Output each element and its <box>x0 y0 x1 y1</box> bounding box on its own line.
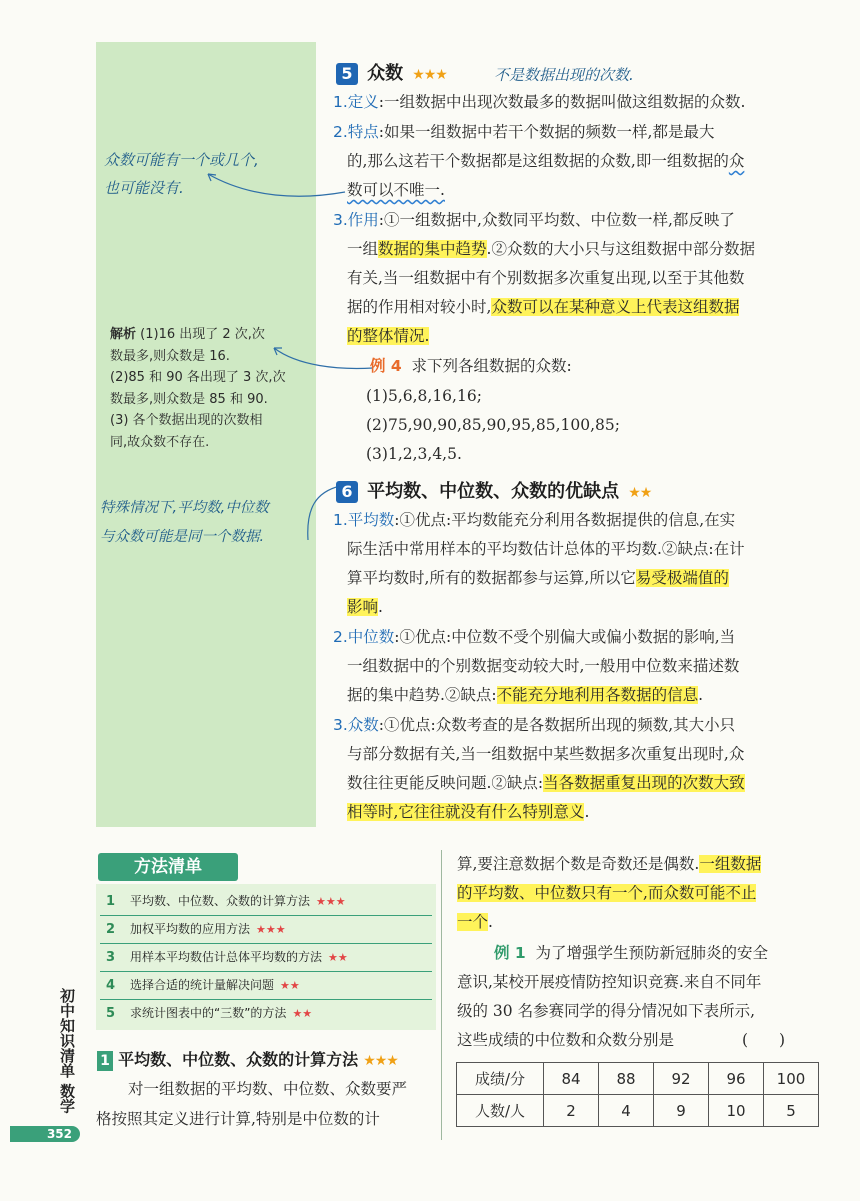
section-title: 众数 <box>367 63 404 84</box>
method-item[interactable]: 4 选择合适的统计量解决问题 ★★ <box>100 972 432 1000</box>
table-header-cell: 人数/人 <box>457 1095 544 1127</box>
section-title: 平均数、中位数、众数的优缺点 <box>367 481 620 502</box>
example-1-line-1: 例 1 为了增强学生预防新冠肺炎的安全 <box>494 944 769 962</box>
page-number: 352 <box>10 1126 80 1142</box>
table-cell: 84 <box>544 1063 599 1095</box>
handwritten-note: 不是数据出现的次数. <box>494 66 634 84</box>
method-1-header: 1 平均数、中位数、众数的计算方法 ★★★ <box>97 1047 398 1071</box>
usage-line-5: 的整体情况. <box>347 327 430 345</box>
mean-line-1: 1.平均数:①优点:平均数能充分利用各数据提供的信息,在实 <box>333 511 736 529</box>
methods-title: 方法清单 <box>98 853 238 881</box>
table-header-cell: 成绩/分 <box>457 1063 544 1095</box>
mode-line-1: 3.众数:①优点:众数考查的是各数据所出现的频数,其大小只 <box>333 716 736 734</box>
usage-line-2: 一组数据的集中趋势.②众数的大小只与这组数据中部分数据 <box>347 240 755 258</box>
margin-note-1: 众数可能有一个或几个, 也可能没有. <box>104 151 259 197</box>
method-item[interactable]: 3 用样本平均数估计总体平均数的方法 ★★ <box>100 944 432 972</box>
usage-line-3: 有关,当一组数据中有个别数据多次重复出现,以至于其他数 <box>347 269 745 287</box>
mean-line-2: 际生活中常用样本的平均数估计总体的平均数.②缺点:在计 <box>347 540 745 558</box>
example-4-item: (2)75,90,90,85,90,95,85,100,85; <box>366 416 620 434</box>
table-row <box>457 1095 819 1127</box>
example-4-item: (1)5,6,8,16,16; <box>366 387 482 405</box>
table-cell: 92 <box>654 1063 709 1095</box>
right-line-1: 算,要注意数据个数是奇数还是偶数.一组数据 <box>457 855 762 873</box>
definition-line: 1.定义:一组数据中出现次数最多的数据叫做这组数据的众数. <box>333 93 746 111</box>
example-1-line-2: 意识,某校开展疫情防控知识竞赛.来自不同年 <box>457 973 762 991</box>
mode-line-4: 相等时,它往往就没有什么特别意义. <box>347 803 590 821</box>
star-rating: ★★★ <box>412 67 447 83</box>
usage-line-1: 3.作用:①一组数据中,众数同平均数、中位数一样,都反映了 <box>333 211 735 229</box>
usage-line-4: 据的作用相对较小时,众数可以在某种意义上代表这组数据 <box>347 298 740 316</box>
table-cell: 9 <box>654 1095 709 1127</box>
feature-line-2: 的,那么这若干个数据都是这组数据的众数,即一组数据的众 <box>347 152 745 170</box>
table-cell: 10 <box>709 1095 764 1127</box>
feature-line-1: 2.特点:如果一组数据中若干个数据的频数一样,都是最大 <box>333 123 715 141</box>
right-line-3: 一个. <box>457 913 493 931</box>
answer-parentheses: ( ) <box>742 1031 786 1049</box>
table-row <box>457 1063 819 1095</box>
median-line-2: 一组数据中的个别数据变动较大时,一般用中位数来描述数 <box>347 657 740 675</box>
section-5-header <box>336 59 447 85</box>
table-cell: 5 <box>764 1095 819 1127</box>
section-6-header <box>336 477 651 503</box>
method-item[interactable]: 2 加权平均数的应用方法 ★★★ <box>100 916 432 944</box>
section-number: 5 <box>336 63 358 85</box>
example-4-item: (3)1,2,3,4,5. <box>366 445 462 463</box>
median-line-1: 2.中位数:①优点:中位数不受个别偏大或偏小数据的影响,当 <box>333 628 736 646</box>
score-table <box>456 1062 819 1127</box>
example-4: 例 4 求下列各组数据的众数: <box>370 357 572 375</box>
table-cell: 96 <box>709 1063 764 1095</box>
median-line-3: 据的集中趋势.②缺点:不能充分地利用各数据的信息. <box>347 686 704 704</box>
right-line-2: 的平均数、中位数只有一个,而众数可能不止 <box>457 884 757 902</box>
mean-line-3: 算平均数时,所有的数据都参与运算,所以它易受极端值的 <box>347 569 729 587</box>
example-1-line-3: 级的 30 名参赛同学的得分情况如下表所示, <box>457 1002 756 1020</box>
column-divider <box>441 850 442 1140</box>
table-cell: 100 <box>764 1063 819 1095</box>
method-item[interactable]: 1 平均数、中位数、众数的计算方法 ★★★ <box>100 888 432 916</box>
mode-line-2: 与部分数据有关,当一组数据中某些数据多次重复出现时,众 <box>347 745 745 763</box>
star-rating: ★★ <box>628 485 652 501</box>
side-tab-label: 初中知识清单 数学 <box>58 988 76 1114</box>
analysis-block: 解析 (1)16 出现了 2 次,次 数最多,则众数是 16. (2)85 和 90 各出现了 3 次,次 数最多,则众数是 85 和 90. (3) 各个数据出现的次数相 同,故众数不存在. <box>110 327 286 450</box>
section-number: 6 <box>336 481 358 503</box>
method-item[interactable]: 5 求统计图表中的“三数”的方法 ★★ <box>106 1006 313 1021</box>
table-cell: 2 <box>544 1095 599 1127</box>
mean-line-4: 影响. <box>347 598 383 616</box>
table-cell: 4 <box>599 1095 654 1127</box>
table-cell: 88 <box>599 1063 654 1095</box>
feature-line-3: 数可以不唯一. <box>347 181 445 199</box>
mode-line-3: 数往往更能反映问题.②缺点:当各数据重复出现的次数大致 <box>347 774 745 792</box>
method-1-line-2: 格按照其定义进行计算,特别是中位数的计 <box>96 1110 380 1128</box>
margin-note-2: 特殊情况下,平均数,中位数 与众数可能是同一个数据. <box>100 500 269 545</box>
example-1-line-4: 这些成绩的中位数和众数分别是 <box>457 1031 675 1049</box>
arrow-icon <box>190 160 350 210</box>
method-1-line-1: 对一组数据的平均数、中位数、众数要严 <box>128 1080 408 1098</box>
